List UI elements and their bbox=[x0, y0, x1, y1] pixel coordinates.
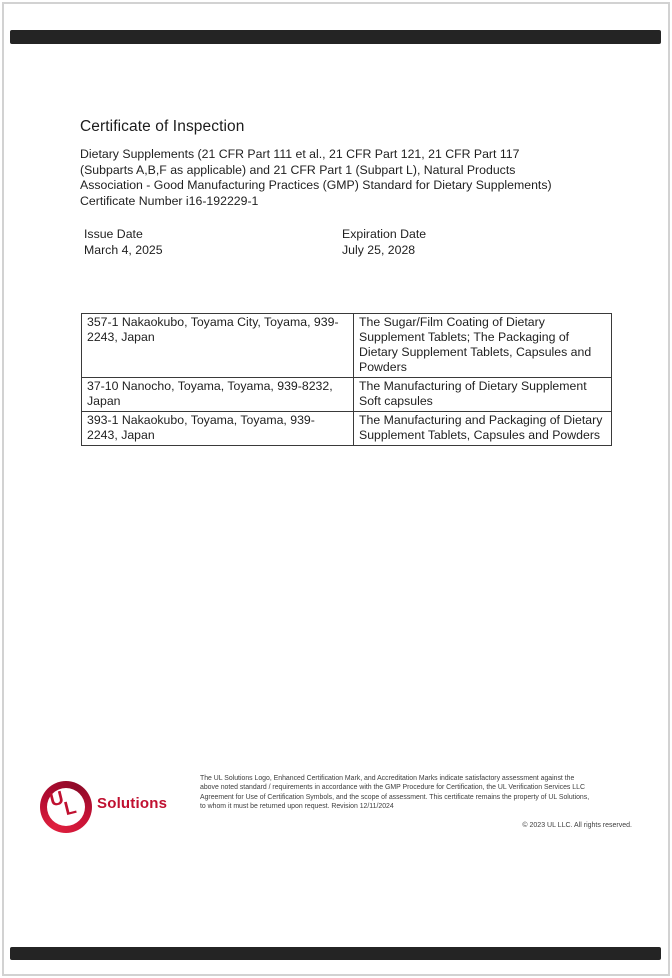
issue-date-label: Issue Date bbox=[84, 227, 143, 241]
issue-date-value: March 4, 2025 bbox=[84, 243, 163, 257]
disclaimer-line: to whom it must be returned upon request. Revision 12/11/2024 bbox=[200, 803, 394, 811]
ul-logo-letter-l: L bbox=[62, 796, 79, 821]
site-address: 37-10 Nanocho, Toyama, Toyama, 939-8232, Japan bbox=[82, 378, 354, 412]
redaction-bar-top bbox=[10, 30, 661, 44]
ul-logo-letter-u: U bbox=[47, 787, 66, 812]
table-row bbox=[82, 314, 612, 378]
site-scope: The Manufacturing and Packaging of Dietary Supplement Tablets, Capsules and Powders bbox=[354, 412, 612, 446]
copyright-text: © 2023 UL LLC. All rights reserved. bbox=[522, 822, 632, 829]
disclaimer-line: above noted standard / requirements in accordance with the GMP Procedure for Certification, the UL Verification Services LLC bbox=[200, 784, 585, 792]
description-line: Dietary Supplements (21 CFR Part 111 et al., 21 CFR Part 121, 21 CFR Part 117 bbox=[80, 147, 520, 161]
standard-description bbox=[80, 147, 552, 194]
description-line: (Subparts A,B,F as applicable) and 21 CFR Part 1 (Subpart L), Natural Products bbox=[80, 162, 516, 177]
expiration-date-value: July 25, 2028 bbox=[342, 243, 416, 257]
table-row bbox=[82, 412, 612, 446]
site-address: 357-1 Nakaokubo, Toyama City, Toyama, 939-2243, Japan bbox=[82, 314, 354, 378]
sites-table bbox=[81, 313, 612, 446]
site-scope: The Manufacturing of Dietary Supplement Soft capsules bbox=[354, 378, 612, 412]
certificate-number: Certificate Number i16-192229-1 bbox=[80, 194, 259, 208]
ul-logo-icon bbox=[40, 781, 92, 833]
brand-wordmark: Solutions bbox=[97, 795, 168, 812]
site-address: 393-1 Nakaokubo, Toyama, Toyama, 939-2243, Japan bbox=[82, 412, 354, 446]
page-title: Certificate of Inspection bbox=[80, 118, 245, 135]
issue-date-block bbox=[84, 226, 163, 258]
expiration-date-block bbox=[342, 226, 426, 258]
disclaimer-line: Agreement for Use of Certification Symbols, and the scope of assessment. This certificate remains the property of UL Solutions, bbox=[200, 793, 590, 801]
disclaimer-line: The UL Solutions Logo, Enhanced Certification Mark, and Accreditation Marks indicate satisfactory assessment against the bbox=[200, 775, 575, 782]
table-row bbox=[82, 378, 612, 412]
expiration-date-label: Expiration Date bbox=[342, 227, 427, 241]
disclaimer-text bbox=[200, 774, 633, 812]
redaction-bar-bottom bbox=[10, 947, 661, 960]
description-line: Association - Good Manufacturing Practices (GMP) Standard for Dietary Supplements) bbox=[80, 178, 552, 192]
site-scope: The Sugar/Film Coating of Dietary Supplement Tablets; The Packaging of Dietary Supplement Tablets, Capsules and Powders bbox=[354, 314, 612, 378]
